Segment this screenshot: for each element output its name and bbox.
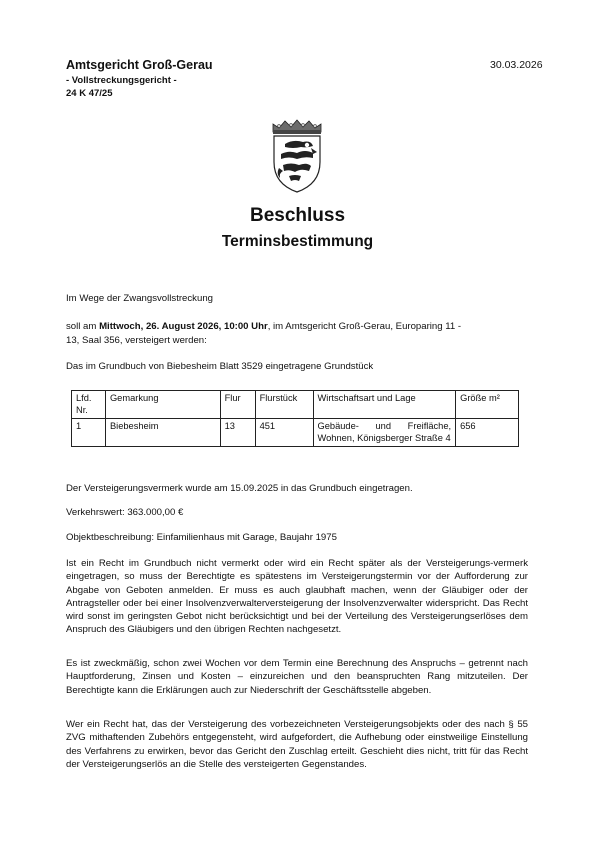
property-intro: Das im Grundbuch von Biebesheim Blatt 3529 eingetragene Grundstück bbox=[66, 361, 374, 372]
verkehrswert-text: Verkehrswert: 363.000,00 € bbox=[66, 507, 184, 518]
document-subtitle: Terminsbestimmung bbox=[221, 233, 374, 250]
cell-groesse: 656 bbox=[456, 419, 519, 447]
cell-flur: 13 bbox=[220, 419, 255, 447]
cell-wirtschaftsart: Gebäude- und Freifläche, Wohnen, Königsberger Straße 4 bbox=[313, 419, 456, 447]
intro-text: Im Wege der Zwangsvollstreckung bbox=[66, 293, 213, 304]
document-title: Beschluss bbox=[249, 205, 346, 226]
paragraph-anmeldung: Ist ein Recht im Grundbuch nicht vermerkt oder wird ein Recht später als der Versteigerungs-vermerk eingetragen, so muss der Berechtigte es spätestens im Versteigerungstermin vor der Aufforderung zur Abgabe von Geboten anmelden. Er muss es auch glaubhaft machen, wenn der Gläubiger oder der Antragsteller oder bei einer Insolvenzverwalterversteigerung der Insolvenzverwalter widerspricht. Das Recht wird sonst im geringsten Gebot nicht berücksichtigt und bei der Verteilung des Versteigerungserlöses dem Anspruch des Gläubigers und den übrigen Rechten nachgesetzt. bbox=[66, 558, 528, 636]
col-header-groesse: Größe m² bbox=[456, 391, 519, 419]
col-header-wirtschaftsart: Wirtschaftsart und Lage bbox=[313, 391, 456, 419]
court-name: Amtsgericht Groß-Gerau bbox=[66, 58, 213, 72]
paragraph-aufhebung: Wer ein Recht hat, das der Versteigerung des vorbezeichneten Versteigerungsobjekts oder des nach § 55 ZVG mithaftenden Zubehörs entgegensteht, wird aufgefordert, die Aufhebung oder einstweilige Einstellung des Verfahrens zu erwirken, bevor das Gericht den Zuschlag erteilt. Geschieht dies nicht, tritt für das Recht der Versteigerungserlös an die Stelle des versteigerten Gegenstandes. bbox=[66, 719, 528, 770]
cell-lfd: 1 bbox=[72, 419, 106, 447]
court-department: - Vollstreckungsgericht - bbox=[66, 75, 177, 86]
cell-gemarkung: Biebesheim bbox=[105, 419, 220, 447]
hessen-lion-coat-of-arms-icon bbox=[267, 118, 327, 194]
col-header-flur: Flur bbox=[220, 391, 255, 419]
auction-prefix: soll am bbox=[66, 321, 100, 332]
crown-icon bbox=[273, 120, 321, 134]
col-header-lfd: Lfd. Nr. bbox=[72, 391, 106, 419]
auction-location: , im Amtsgericht Groß-Gerau, Europaring 11 - bbox=[267, 321, 462, 332]
table-header-row bbox=[72, 391, 519, 419]
property-table bbox=[71, 390, 519, 447]
col-header-flurstueck: Flurstück bbox=[255, 391, 313, 419]
col-header-gemarkung: Gemarkung bbox=[105, 391, 220, 419]
document-date: 30.03.2026 bbox=[490, 59, 543, 71]
objekt-text: Objektbeschreibung: Einfamilienhaus mit Garage, Baujahr 1975 bbox=[66, 532, 337, 543]
auction-room: 13, Saal 356, versteigert werden: bbox=[66, 334, 207, 346]
table-row bbox=[72, 419, 519, 447]
vermerk-text: Der Versteigerungsvermerk wurde am 15.09.2025 in das Grundbuch eingetragen. bbox=[66, 483, 413, 494]
paragraph-berechnung: Es ist zweckmäßig, schon zwei Wochen vor dem Termin eine Berechnung des Anspruchs – getrennt nach Hauptforderung, Zinsen und Kosten – einzureichen und den beanspruchten Rang mitzuteilen. Der Berechtigte kann die Erklärungen auch zur Niederschrift der Geschäftsstelle abgeben. bbox=[66, 658, 528, 696]
auction-notice bbox=[66, 320, 528, 347]
cell-flurstueck: 451 bbox=[255, 419, 313, 447]
file-number: 24 K 47/25 bbox=[66, 88, 113, 99]
auction-date-time: Mittwoch, 26. August 2026, 10:00 Uhr bbox=[99, 321, 268, 332]
